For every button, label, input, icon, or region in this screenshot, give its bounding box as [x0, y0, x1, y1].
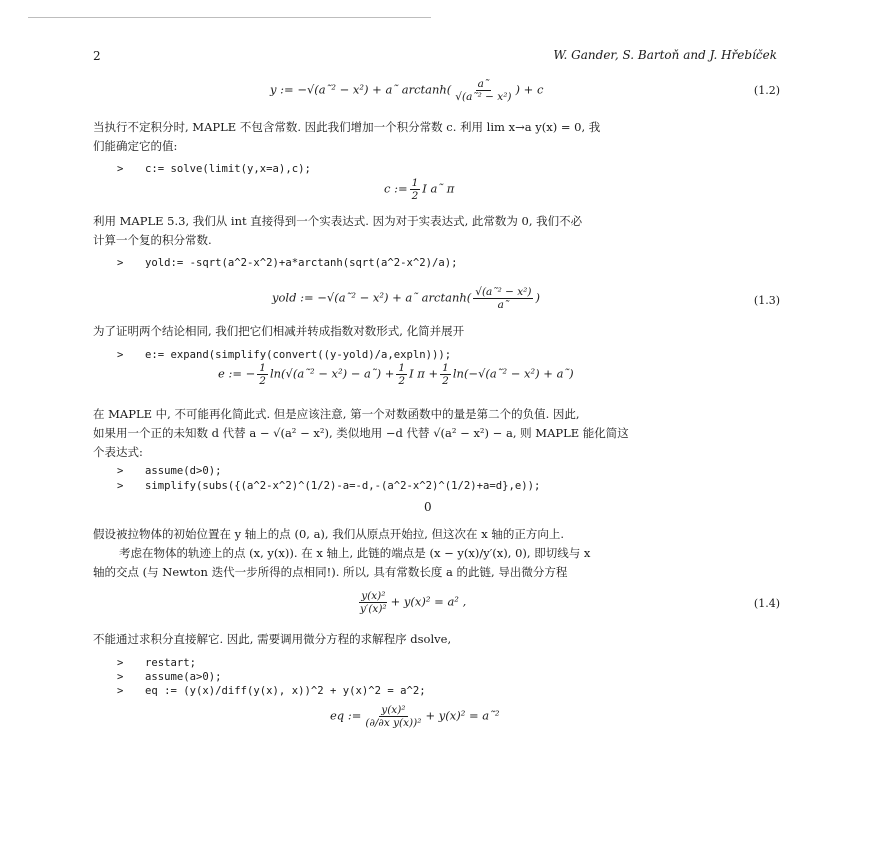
eq-1-2-denominator: √(a˜² − x²) — [455, 91, 512, 103]
maple-prompt: > — [117, 671, 124, 683]
equation-1-4 — [356, 590, 466, 615]
fraction-denominator: 2 — [442, 375, 449, 387]
eq-1-2-lhs: y := −√(a˜² − x²) + a˜ arctanh( — [270, 82, 452, 97]
equation-1-3 — [272, 286, 540, 311]
fraction-numerator: 1 — [398, 362, 406, 374]
maple-input-assume-simplify — [117, 464, 540, 494]
eq-1-4-denominator: y′(x)² — [360, 603, 387, 615]
eq-1-3-numerator: √(a˜² − x²) — [475, 286, 532, 298]
maple-output-c — [384, 177, 454, 202]
output-e-part: e := − — [218, 366, 256, 381]
eq-1-4-rhs: + y(x)² = a² , — [390, 594, 467, 609]
maple-line — [117, 464, 540, 479]
paragraph-line: 计算一个复的积分常数. — [93, 233, 212, 247]
maple-prompt: > — [117, 163, 124, 175]
output-eq-denominator: (∂/∂x y(x))² — [365, 717, 422, 729]
output-eq-numerator: y(x)² — [381, 704, 406, 716]
equation-1-2 — [270, 78, 543, 103]
maple-line — [117, 479, 540, 494]
equation-number-1-4: (1.4) — [753, 597, 780, 610]
output-e-fraction — [257, 362, 268, 387]
output-c-denominator: 2 — [411, 190, 419, 202]
page-number: 2 — [93, 49, 101, 63]
maple-prompt: > — [117, 465, 124, 477]
output-e-fraction — [396, 362, 407, 387]
paragraph-compare: 为了证明两个结论相同, 我们把它们相减并转成指数对数形式, 化简并展开 — [93, 324, 465, 338]
eq-1-4-fraction — [358, 590, 389, 615]
maple-command: yold:= -sqrt(a^2-x^2)+a*arctanh(sqrt(a^2-x^2)/a); — [145, 257, 458, 269]
output-eq-fraction — [363, 704, 423, 729]
output-c-numerator: 1 — [411, 177, 419, 189]
maple-command: assume(d>0); — [145, 465, 222, 477]
maple-input-solve — [117, 163, 311, 175]
output-c-fraction — [410, 177, 421, 202]
fraction-denominator: 2 — [259, 375, 266, 387]
paragraph-line: 们能确定它的值: — [93, 139, 178, 153]
maple-command: assume(a>0); — [145, 671, 222, 683]
fraction-numerator: 1 — [442, 362, 449, 374]
running-header-authors: W. Gander, S. Bartoň and J. Hřebíček — [553, 48, 777, 62]
maple-input-expand — [117, 349, 451, 361]
maple-command: e:= expand(simplify(convert((y-yold)/a,expln))); — [145, 349, 452, 361]
eq-1-2-fraction — [453, 78, 513, 103]
paragraph-line: 当执行不定积分时, MAPLE 不包含常数. 因此我们增加一个积分常数 c. 利用 lim x→a y(x) = 0, 我 — [93, 120, 601, 134]
paragraph-line: 如果用一个正的未知数 d 代替 a − √(a² − x²), 类似地用 −d 代替 √(a² − x²) − a, 则 MAPLE 能化简这 — [93, 426, 629, 440]
maple-input-yold — [117, 257, 458, 269]
eq-1-2-rhs: ) + c — [515, 82, 544, 97]
equation-number-1-2: (1.2) — [753, 84, 780, 97]
eq-1-4-numerator: y(x)² — [361, 590, 386, 602]
equation-number-1-3: (1.3) — [753, 294, 780, 307]
maple-command: c:= solve(limit(y,x=a),c); — [145, 163, 311, 175]
output-e-part: ln(√(a˜² − x²) − a˜) + — [269, 366, 395, 381]
maple-prompt: > — [117, 349, 124, 361]
maple-command: simplify(subs({(a^2-x^2)^(1/2)-a=-d,-(a^2-x^2)^(1/2)+a=d},e)); — [145, 480, 541, 492]
paragraph-line: 在 MAPLE 中, 不可能再化简此式. 但是应该注意, 第一个对数函数中的量是第二个的负值. 因此, — [93, 407, 580, 421]
paragraph-line: 考虑在物体的轨迹上的点 (x, y(x)). 在 x 轴上, 此链的端点是 (x − y(x)/y′(x), 0), 即切线与 x — [119, 546, 591, 560]
maple-output-zero: 0 — [424, 500, 432, 514]
output-e-fraction — [440, 362, 451, 387]
fraction-numerator: 1 — [259, 362, 266, 374]
paragraph-line: 个表达式: — [93, 445, 143, 459]
maple-command: restart; — [145, 657, 197, 669]
paragraph-trajectory — [93, 544, 590, 582]
maple-command: eq := (y(x)/diff(y(x), x))^2 + y(x)^2 = a^2; — [145, 685, 426, 697]
maple-output-eq — [330, 704, 499, 729]
maple-line — [117, 656, 426, 670]
eq-1-2-numerator: a˜ — [477, 78, 490, 90]
output-eq-rhs: + y(x)² = a˜² — [425, 708, 500, 723]
maple-input-eq — [117, 656, 426, 698]
maple-output-e — [218, 362, 574, 387]
maple-prompt: > — [117, 480, 124, 492]
paragraph-simplify-note — [93, 405, 629, 462]
output-e-part: I π + — [409, 366, 439, 381]
maple-line — [117, 684, 426, 698]
maple-prompt: > — [117, 685, 124, 697]
paragraph-initial-position: 假设被拉物体的初始位置在 y 轴上的点 (0, a), 我们从原点开始拉, 但这次在 x 轴的正方向上. — [93, 527, 564, 541]
paragraph-maple-version — [93, 212, 582, 250]
paragraph-line: 轴的交点 (与 Newton 迭代一步所得的点相同!). 所以, 具有常数长度 a 的此链, 导出微分方程 — [93, 565, 568, 579]
maple-prompt: > — [117, 657, 124, 669]
maple-prompt: > — [117, 257, 124, 269]
eq-1-3-lhs: yold := −√(a˜² − x²) + a˜ arctanh( — [272, 290, 472, 305]
output-e-part: ln(−√(a˜² − x²) + a˜) — [452, 366, 574, 381]
fraction-denominator: 2 — [398, 375, 406, 387]
paragraph-dsolve: 不能通过求积分直接解它. 因此, 需要调用微分方程的求解程序 dsolve, — [93, 632, 452, 646]
paragraph-line: 利用 MAPLE 5.3, 我们从 int 直接得到一个实表达式. 因为对于实表达式, 此常数为 0, 我们不必 — [93, 214, 583, 228]
top-rule — [28, 17, 431, 18]
eq-1-3-fraction — [473, 286, 533, 311]
output-c-lhs: c := — [384, 181, 408, 196]
eq-1-3-rhs: ) — [535, 290, 540, 305]
maple-line — [117, 670, 426, 684]
output-c-rhs: I a˜ π — [422, 181, 455, 196]
eq-1-3-denominator: a˜ — [497, 299, 510, 311]
paragraph-integration-constant — [93, 118, 600, 156]
output-eq-lhs: eq := — [330, 708, 362, 723]
